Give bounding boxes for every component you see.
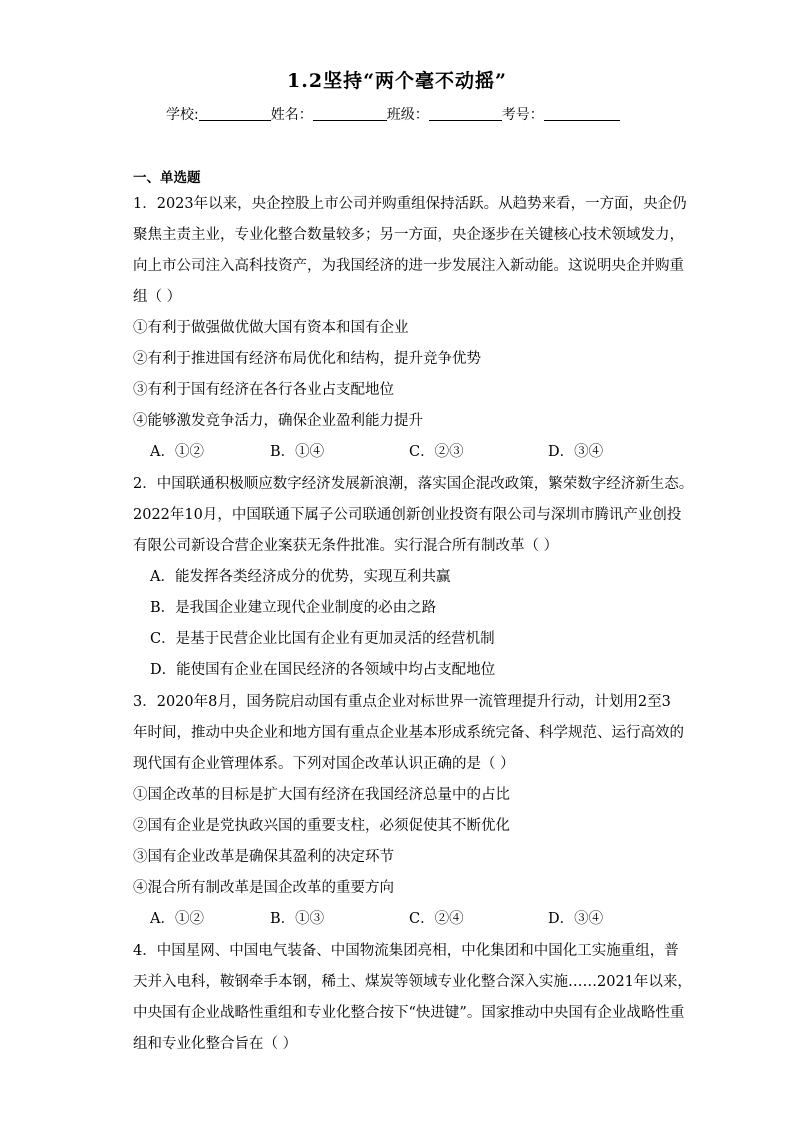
question-3-statement: ②国有企业是党执政兴国的重要支柱，必须促使其不断优化 [133, 818, 510, 834]
question-1-line: 聚焦主责主业，专业化整合数量较多；另一方面，央企逐步在关键核心技术领域发力， [133, 227, 684, 243]
name-label: 姓名： [270, 107, 313, 123]
page-title: 1.2坚持“两个毫不动摇” [287, 70, 507, 92]
exam-number-blank[interactable] [544, 106, 620, 121]
name-blank[interactable] [313, 106, 387, 121]
question-1-statement: ③有利于国有经济在各行各业占支配地位 [133, 382, 394, 398]
question-3-option-c[interactable]: C．②④ [409, 911, 464, 927]
question-3-option-a[interactable]: A．①② [150, 911, 204, 927]
question-3-line: 3．2020年8月，国务院启动国有重点企业对标世界一流管理提升行动，计划用2至3 [133, 694, 671, 710]
question-3-option-b[interactable]: B．①③ [270, 911, 325, 927]
question-2-option-c[interactable]: C．是基于民营企业比国有企业有更加灵活的经营机制 [150, 631, 495, 647]
exam-number-label: 考号： [501, 107, 544, 123]
question-4-line: 4．中国星网、中国电气装备、中国物流集团亮相，中化集团和中国化工实施重组，普 [133, 943, 679, 959]
question-1-line: 向上市公司注入高科技资产，为我国经济的进一步发展注入新动能。这说明央企并购重 [133, 258, 684, 274]
question-4-line: 天并入电科，鞍钢牵手本钢，稀土、煤炭等领域专业化整合深入实施……2021年以来， [133, 974, 692, 990]
question-3-statement: ③国有企业改革是确保其盈利的决定环节 [133, 849, 394, 865]
question-2-option-d[interactable]: D．能使国有企业在国民经济的各领域中均占支配地位 [150, 662, 496, 678]
question-3-option-d[interactable]: D．③④ [548, 911, 604, 927]
student-info-row [166, 104, 620, 124]
question-3-line: 年时间，推动中央企业和地方国有重点企业基本形成系统完备、科学规范、运行高效的 [133, 725, 684, 741]
question-1-statement: ②有利于推进国有经济布局优化和结构，提升竞争优势 [133, 351, 481, 367]
question-4-line: 中央国有企业战略性重组和专业化整合按下“快进键”。国家推动中央国有企业战略性重 [133, 1005, 685, 1021]
section-heading: 一、单选题 [133, 170, 201, 186]
class-label: 班级： [386, 107, 429, 123]
question-1-statement: ①有利于做强做优做大国有资本和国有企业 [133, 320, 409, 336]
question-1-option-a[interactable]: A．①② [150, 444, 204, 460]
question-1-statement: ④能够激发竞争活力，确保企业盈利能力提升 [133, 413, 423, 429]
question-1-line: 1．2023年以来，央企控股上市公司并购重组保持活跃。从趋势来看，一方面，央企仍 [133, 196, 687, 212]
school-blank[interactable] [199, 106, 271, 121]
question-2-option-b[interactable]: B．是我国企业建立现代企业制度的必由之路 [150, 600, 437, 616]
question-3-statement: ①国企改革的目标是扩大国有经济在我国经济总量中的占比 [133, 787, 510, 803]
question-4-line: 组和专业化整合旨在（ ） [133, 1036, 298, 1052]
question-1-line: 组（ ） [133, 289, 182, 305]
class-blank[interactable] [429, 106, 502, 121]
question-1-option-b[interactable]: B．①④ [270, 444, 325, 460]
school-label: 学校: [166, 107, 199, 123]
question-1-option-d[interactable]: D．③④ [548, 444, 604, 460]
question-3-line: 现代国有企业管理体系。下列对国企改革认识正确的是（ ） [133, 756, 515, 772]
question-1-option-c[interactable]: C．②③ [409, 444, 464, 460]
question-2-line: 2022年10月，中国联通下属子公司联通创新创业投资有限公司与深圳市腾讯产业创投 [133, 507, 682, 523]
question-2-option-a[interactable]: A．能发挥各类经济成分的优势，实现互利共赢 [150, 569, 451, 585]
question-2-line: 2．中国联通积极顺应数字经济发展新浪潮，落实国企混改政策，繁荣数字经济新生态。 [133, 476, 694, 492]
question-2-line: 有限公司新设合营企业案获无条件批准。实行混合所有制改革（ ） [133, 538, 559, 554]
question-3-statement: ④混合所有制改革是国企改革的重要方向 [133, 880, 394, 896]
